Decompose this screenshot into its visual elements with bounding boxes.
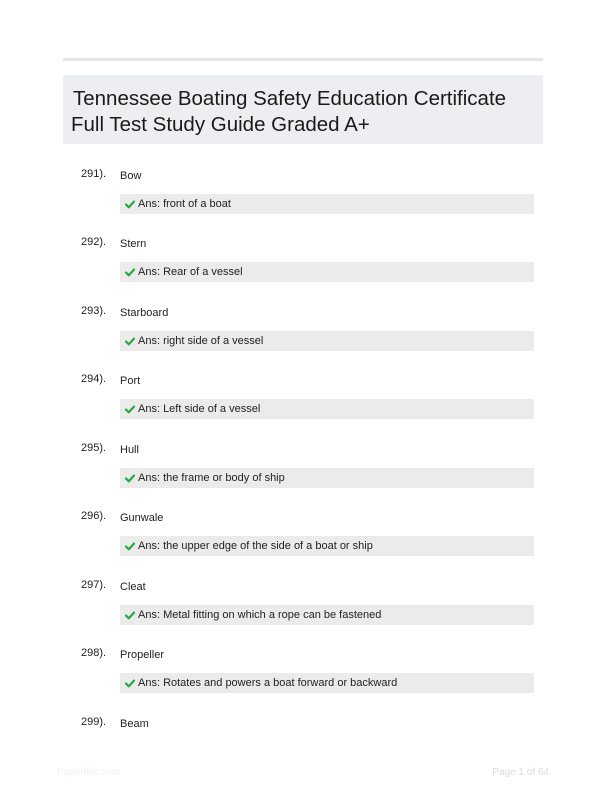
qa-item [0,373,606,433]
question-term: Cleat [120,581,146,593]
question-term: Beam [120,718,149,730]
answer-text: Ans: front of a boat [138,198,231,210]
check-icon [125,542,135,551]
answer-box [120,536,534,556]
question-term: Starboard [120,307,169,319]
answer-text: Ans: Rear of a vessel [138,266,243,278]
question-number: 294). [81,373,107,385]
check-icon [125,337,135,346]
answer-box [120,331,534,351]
title-line-1: Tennessee Boating Safety Education Certificate [73,87,507,110]
check-icon [125,474,135,483]
answer-text: Ans: Rotates and powers a boat forward or backward [138,677,398,689]
qa-item [0,236,606,296]
qa-item [0,442,606,502]
question-number: 291). [81,168,107,180]
question-number: 297). [81,579,107,591]
page-number: Page 1 of 64 [492,767,549,778]
footer-watermark: Paperfilic.com [57,767,120,778]
answer-box [120,262,534,282]
question-term: Hull [120,444,139,456]
question-term: Bow [120,170,142,182]
document-title [63,75,543,144]
check-icon [125,200,135,209]
question-number: 296). [81,510,107,522]
question-term: Port [120,375,141,387]
answer-box [120,673,534,693]
check-icon [125,268,135,277]
answer-box [120,194,534,214]
question-number: 295). [81,442,107,454]
answer-text: Ans: Metal fitting on which a rope can be fastened [138,609,382,621]
question-term: Gunwale [120,512,164,524]
answer-box [120,399,534,419]
top-divider [63,58,543,61]
answer-text: Ans: right side of a vessel [138,335,264,347]
qa-item [0,510,606,570]
question-number: 293). [81,305,107,317]
question-term: Propeller [120,649,165,661]
answer-box [120,468,534,488]
answer-text: Ans: Left side of a vessel [138,403,261,415]
check-icon [125,679,135,688]
question-number: 292). [81,236,107,248]
check-icon [125,611,135,620]
question-number: 298). [81,647,107,659]
answer-text: Ans: the frame or body of ship [138,472,285,484]
qa-item [0,579,606,639]
answer-text: Ans: the upper edge of the side of a boat or ship [138,540,373,552]
question-term: Stern [120,238,147,250]
title-line-2: Full Test Study Guide Graded A+ [71,113,370,136]
question-number: 299). [81,716,107,728]
qa-item [0,168,606,228]
qa-item [0,305,606,365]
check-icon [125,405,135,414]
answer-box [120,605,534,625]
qa-item [0,647,606,707]
